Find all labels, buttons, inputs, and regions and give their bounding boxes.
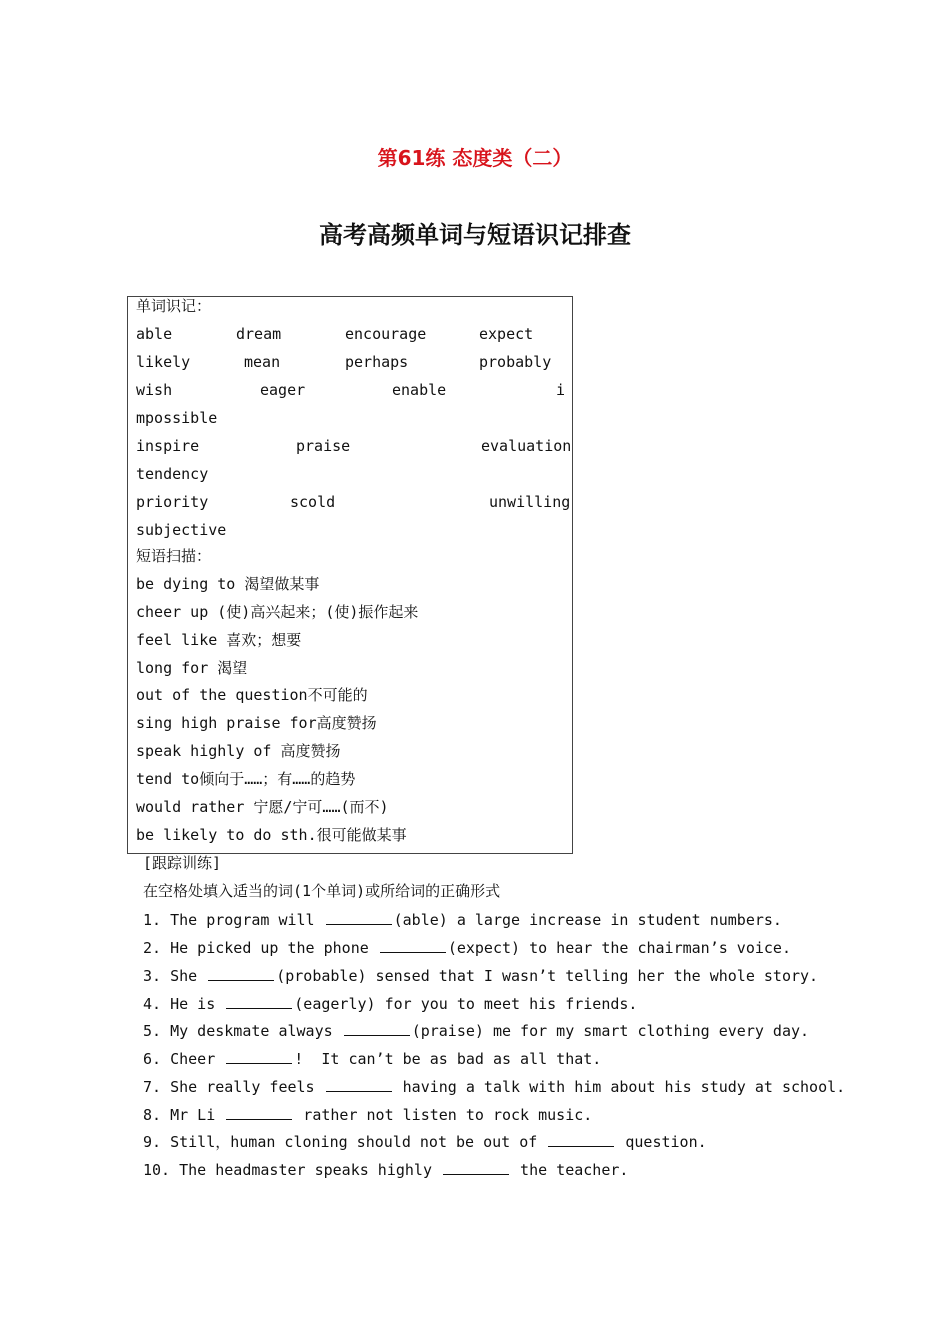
- answer-blank[interactable]: [226, 994, 292, 1009]
- vocab-word: probably: [479, 353, 552, 371]
- vocab-word: inspire: [136, 437, 200, 455]
- question-item: [143, 966, 818, 986]
- vocab-header: 单词识记：: [136, 297, 212, 315]
- question-text: (praise) me for my smart clothing every day.: [411, 1022, 810, 1040]
- question-item: [143, 910, 782, 930]
- exercise-title: 第61练 态度类（二）: [377, 146, 573, 170]
- section-title: 高考高频单词与短语识记排查: [319, 221, 631, 249]
- vocab-word: dream: [236, 325, 282, 343]
- vocab-word: expect: [479, 325, 534, 343]
- question-text: 9. Still，human cloning should not be out of: [143, 1133, 547, 1151]
- phrase-item: out of the question不可能的: [136, 686, 368, 704]
- question-text: rather not listen to rock music.: [294, 1106, 593, 1124]
- question-text: 7. She really feels: [143, 1078, 324, 1096]
- question-text: 2. He picked up the phone: [143, 939, 378, 957]
- vocab-word: likely: [136, 353, 191, 371]
- phrase-item: speak highly of 高度赞扬: [136, 742, 341, 760]
- vocab-word: enable: [392, 381, 447, 399]
- phrase-item: tend to倾向于……；有……的趋势: [136, 770, 356, 788]
- question-item: [143, 938, 791, 958]
- vocab-word: mean: [244, 353, 281, 371]
- vocab-word: i: [556, 381, 566, 399]
- vocab-word: evaluation: [481, 437, 572, 455]
- question-text: 8. Mr Li: [143, 1106, 225, 1124]
- phrase-header: 短语扫描：: [136, 547, 212, 565]
- vocab-word: wish: [136, 381, 173, 399]
- answer-blank[interactable]: [548, 1132, 614, 1147]
- phrase-item: be likely to do sth.很可能做某事: [136, 826, 407, 844]
- vocab-word: encourage: [345, 325, 427, 343]
- question-item: [143, 1021, 809, 1041]
- answer-blank[interactable]: [226, 1049, 292, 1064]
- question-item: [143, 1077, 845, 1097]
- question-text: the teacher.: [511, 1161, 629, 1179]
- answer-blank[interactable]: [344, 1021, 410, 1036]
- practice-instruction: 在空格处填入适当的词(1个单词)或所给词的正确形式: [143, 882, 501, 900]
- phrase-item: would rather 宁愿/宁可……(而不): [136, 798, 389, 816]
- question-text: 10. The headmaster speaks highly: [143, 1161, 442, 1179]
- phrase-item: long for 渴望: [136, 659, 248, 677]
- phrase-item: feel like 喜欢；想要: [136, 631, 302, 649]
- answer-blank[interactable]: [326, 910, 392, 925]
- question-text: ! It can’t be as bad as all that.: [294, 1050, 602, 1068]
- phrase-item: cheer up (使)高兴起来；(使)振作起来: [136, 603, 419, 621]
- question-text: having a talk with him about his study at school.: [393, 1078, 846, 1096]
- vocab-word: praise: [296, 437, 351, 455]
- question-text: (able) a large increase in student numbers.: [393, 911, 782, 929]
- vocab-word: eager: [260, 381, 306, 399]
- question-text: 3. She: [143, 967, 207, 985]
- question-text: (eagerly) for you to meet his friends.: [294, 995, 638, 1013]
- practice-header: [跟踪训练]: [143, 854, 222, 872]
- vocab-word: perhaps: [345, 353, 409, 371]
- answer-blank[interactable]: [326, 1077, 392, 1092]
- vocab-word: scold: [290, 493, 336, 511]
- question-text: 6. Cheer: [143, 1050, 225, 1068]
- vocab-word: priority: [136, 493, 209, 511]
- phrase-item: be dying to 渴望做某事: [136, 575, 320, 593]
- question-item: [143, 1132, 707, 1152]
- question-item: [143, 994, 637, 1014]
- question-item: [143, 1049, 601, 1069]
- answer-blank[interactable]: [226, 1105, 292, 1120]
- question-text: (expect) to hear the chairman’s voice.: [447, 939, 791, 957]
- answer-blank[interactable]: [380, 938, 446, 953]
- vocab-word: tendency: [136, 465, 209, 483]
- answer-blank[interactable]: [208, 966, 274, 981]
- question-text: 4. He is: [143, 995, 225, 1013]
- question-text: 1. The program will: [143, 911, 324, 929]
- phrase-item: sing high praise for高度赞扬: [136, 714, 377, 732]
- vocab-word: unwilling: [489, 493, 571, 511]
- question-text: 5. My deskmate always: [143, 1022, 342, 1040]
- question-text: question.: [616, 1133, 707, 1151]
- vocab-word: subjective: [136, 521, 227, 539]
- question-item: [143, 1160, 628, 1180]
- vocab-word: able: [136, 325, 173, 343]
- answer-blank[interactable]: [443, 1160, 509, 1175]
- question-text: (probable) sensed that I wasn’t telling her the whole story.: [276, 967, 819, 985]
- vocab-word: mpossible: [136, 409, 218, 427]
- question-item: [143, 1105, 592, 1125]
